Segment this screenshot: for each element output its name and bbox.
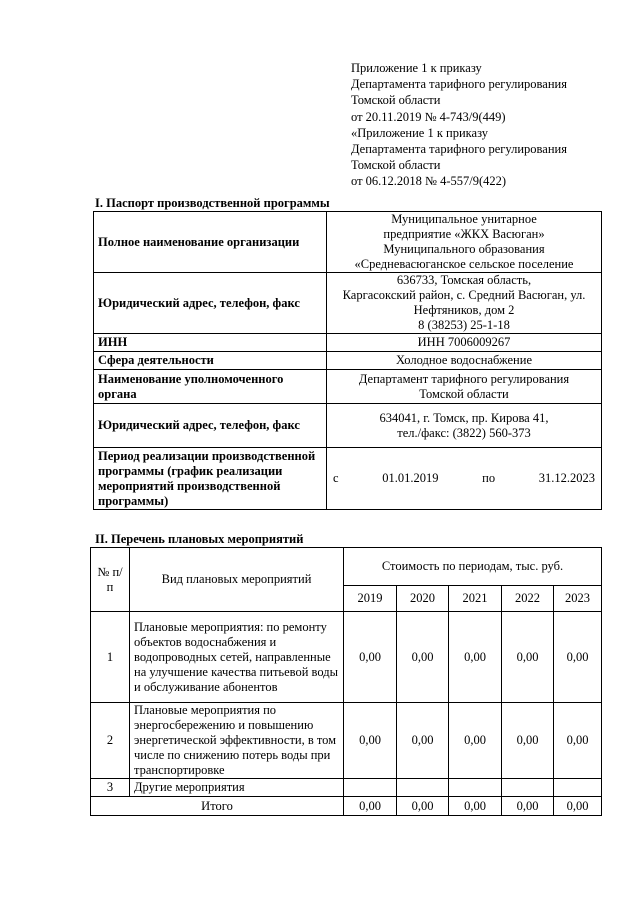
value-line: Муниципального образования	[383, 242, 545, 256]
row-num: 3	[91, 779, 130, 797]
total-cell: 0,00	[344, 797, 397, 816]
cost-cell	[554, 779, 602, 797]
row-label: ИНН	[94, 334, 327, 352]
row-value	[327, 404, 602, 448]
total-cell: 0,00	[502, 797, 554, 816]
passport-row-authority	[94, 370, 602, 404]
cost-cell	[449, 779, 502, 797]
cost-cell: 0,00	[397, 612, 449, 703]
total-row	[91, 797, 602, 816]
passport-section-title: I. Паспорт производственной программы	[95, 196, 330, 210]
passport-table	[93, 211, 602, 510]
row-num: 1	[91, 612, 130, 703]
value-line: Нефтяников, дом 2	[413, 303, 515, 317]
period-to-date: 31.12.2023	[538, 471, 595, 485]
year-header: 2020	[397, 586, 449, 612]
year-header: 2023	[554, 586, 602, 612]
cost-cell	[344, 779, 397, 797]
passport-row-activity	[94, 352, 602, 370]
table-row	[91, 703, 602, 779]
header-line: от 06.12.2018 № 4-557/9(422)	[351, 174, 507, 189]
row-label: Наименование уполномоченного органа	[94, 370, 327, 404]
activity-name: Плановые мероприятия по энергосбережению и повышению энергетической эффективности, в том числе по снижению потерь воды при транспортировке	[130, 703, 344, 779]
header-line: Томской области	[351, 158, 441, 173]
table-row	[91, 779, 602, 797]
row-label: Юридический адрес, телефон, факс	[94, 273, 327, 334]
year-header: 2021	[449, 586, 502, 612]
table-row	[91, 612, 602, 703]
activity-name: Другие мероприятия	[130, 779, 344, 797]
row-value: ИНН 7006009267	[327, 334, 602, 352]
value-line: 636733, Томская область,	[396, 273, 532, 287]
col-name-header: Вид плановых мероприятий	[130, 548, 344, 612]
passport-row-org-address	[94, 273, 602, 334]
value-line: 8 (38253) 25-1-18	[418, 318, 510, 332]
activity-name: Плановые мероприятия: по ремонту объектов водоснабжения и водопроводных сетей, направленные на улучшение качества питьевой воды и обслуживание абонентов	[130, 612, 344, 703]
year-header: 2019	[344, 586, 397, 612]
header-line: Департамента тарифного регулирования	[351, 142, 567, 157]
value-line: 634041, г. Томск, пр. Кирова 41,	[379, 410, 549, 425]
header-line: от 20.11.2019 № 4-743/9(449)	[351, 109, 506, 124]
row-num: 2	[91, 703, 130, 779]
header-line: «Приложение 1 к приказу	[351, 125, 489, 140]
header-line: Департамента тарифного регулирования	[351, 77, 567, 92]
passport-row-authority-address	[94, 404, 602, 448]
cost-cell: 0,00	[397, 703, 449, 779]
cost-cell: 0,00	[449, 703, 502, 779]
cost-cell: 0,00	[344, 703, 397, 779]
cost-cell	[502, 779, 554, 797]
row-value	[327, 212, 602, 273]
row-value: Холодное водоснабжение	[327, 352, 602, 370]
period-from-date: 01.01.2019	[382, 471, 439, 485]
value-line: тел./факс: (3822) 560-373	[397, 425, 531, 440]
cost-cell: 0,00	[502, 703, 554, 779]
col-num-header: № п/п	[91, 548, 130, 612]
passport-row-org-name	[94, 212, 602, 273]
order-reference-header	[351, 60, 567, 190]
cost-cell: 0,00	[344, 612, 397, 703]
period-to-word: по	[482, 471, 496, 485]
period-range	[331, 471, 597, 486]
cost-cell: 0,00	[554, 612, 602, 703]
period-from-word: с	[333, 471, 339, 485]
value-line: Муниципальное унитарное	[391, 212, 537, 226]
row-label: Юридический адрес, телефон, факс	[94, 404, 327, 448]
row-label: Период реализации производственной программы (график реализации мероприятий производственной программы)	[94, 448, 327, 510]
cost-cell	[397, 779, 449, 797]
row-value	[327, 370, 602, 404]
row-label: Полное наименование организации	[94, 212, 327, 273]
total-cell: 0,00	[449, 797, 502, 816]
total-cell: 0,00	[554, 797, 602, 816]
passport-row-inn	[94, 334, 602, 352]
total-cell: 0,00	[397, 797, 449, 816]
value-line: «Средневасюганское сельское поселение	[354, 257, 574, 271]
header-line: Приложение 1 к приказу	[351, 61, 482, 75]
table-header-row	[91, 548, 602, 586]
value-line: Томской области	[419, 386, 509, 401]
activities-table	[90, 547, 602, 816]
cost-cell: 0,00	[502, 612, 554, 703]
activities-section-title: II. Перечень плановых мероприятий	[95, 532, 304, 546]
total-label: Итого	[91, 797, 344, 816]
value-line: предприятие «ЖКХ Васюган»	[383, 227, 545, 241]
col-cost-header: Стоимость по периодам, тыс. руб.	[344, 548, 602, 586]
header-line: Томской области	[351, 93, 441, 108]
cost-cell: 0,00	[554, 703, 602, 779]
year-header: 2022	[502, 586, 554, 612]
row-label: Сфера деятельности	[94, 352, 327, 370]
row-value	[327, 448, 602, 510]
row-value	[327, 273, 602, 334]
value-line: Каргасокский район, с. Средний Васюган, ул.	[342, 288, 586, 302]
passport-row-period	[94, 448, 602, 510]
cost-cell: 0,00	[449, 612, 502, 703]
value-line: Департамент тарифного регулирования	[358, 371, 570, 386]
